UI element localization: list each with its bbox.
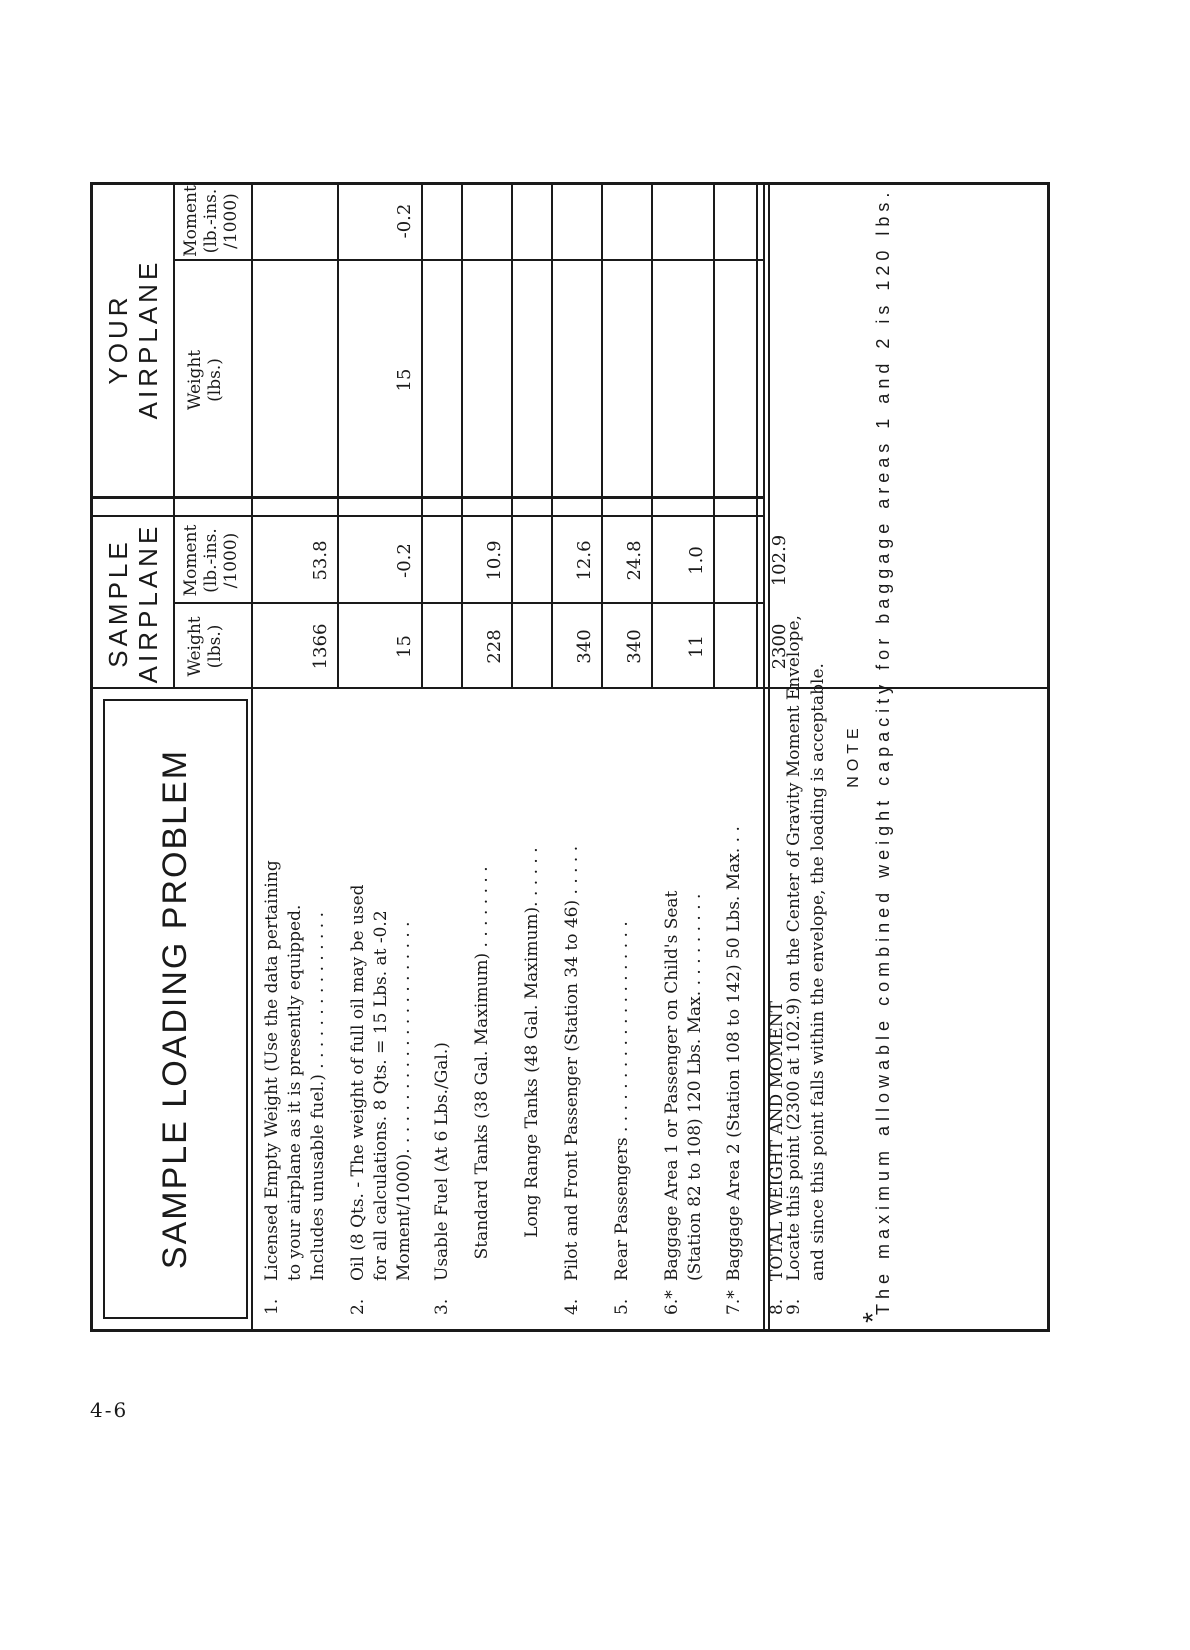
your-weight-cell: [253, 261, 339, 499]
item-9-line2: and since this point falls within the envelope, the loading is acceptable.: [808, 663, 828, 1281]
your-weight-cell: [463, 261, 513, 499]
row-description-line: TOTAL WEIGHT AND MOMENT: [767, 1001, 787, 1281]
page-number: 4-6: [90, 1398, 129, 1422]
note-asterisk: *: [857, 1312, 888, 1323]
sample-moment-unit-2: /1000): [221, 532, 241, 589]
row-description-line: Oil (8 Qts. - The weight of full oil may be used: [348, 884, 368, 1281]
sample-moment-cell: [423, 517, 463, 604]
row-description-line: Pilot and Front Passenger (Station 34 to 46) . . . . .: [562, 845, 582, 1281]
row-description-line: for all calculations. 8 Qts. = 15 Lbs. at -0.2: [371, 910, 391, 1281]
table-body: [253, 182, 790, 1329]
sample-weight-cell: 340: [624, 629, 645, 664]
your-weight-label: Weight: [185, 349, 205, 411]
your-group-line1: YOUR: [103, 293, 133, 385]
sample-moment-unit: (lb.-ins.: [201, 528, 221, 593]
table-row: [463, 182, 513, 1329]
your-weight-header: [185, 261, 225, 499]
item-9-line1: Locate this point (2300 at 102.9) on the Center of Gravity Moment Envelope,: [784, 615, 804, 1281]
row-description-line: Standard Tanks (38 Gal. Maximum) . . . . . . . .: [472, 866, 492, 1281]
row-number: 6.*: [662, 1290, 682, 1315]
sample-airplane-header: [103, 517, 163, 689]
your-moment-cell: -0.2: [394, 203, 415, 239]
table-row: [715, 182, 758, 1329]
your-weight-cell: [423, 261, 463, 499]
row-description-line: Licensed Empty Weight (Use the data pertaining: [262, 860, 282, 1281]
sample-weight-cell: 1366: [310, 623, 331, 670]
table-row: [553, 182, 603, 1329]
row-number: 5.: [612, 1298, 632, 1315]
your-moment-unit: (lb.-ins.: [201, 188, 221, 254]
sample-moment-cell: -0.2: [394, 543, 415, 578]
row-description-line: to your airplane as it is presently equipped.: [285, 904, 305, 1281]
row-description: [661, 701, 707, 1281]
sample-moment-cell: [715, 517, 758, 604]
your-moment-cell: [603, 181, 653, 261]
your-weight-cell: [553, 261, 603, 499]
sample-weight-cell: 2300: [769, 623, 790, 670]
sample-group-line1: SAMPLE: [103, 538, 133, 668]
row-description: [723, 701, 746, 1281]
table-row: [339, 182, 423, 1329]
header-divider: [173, 185, 175, 689]
sample-weight-header: [185, 604, 225, 689]
row-description-line: Baggage Area 2 (Station 108 to 142) 50 Lbs. Max. . .: [724, 826, 744, 1281]
your-moment-cell: [423, 181, 463, 261]
sample-weight-cell: [513, 604, 553, 689]
row-number: 8.: [767, 1298, 787, 1315]
row-number: 3.: [432, 1298, 452, 1315]
row-description: [431, 701, 454, 1281]
row-description-line: Includes unusable fuel.) . . . . . . . . . . . . . . .: [308, 911, 328, 1281]
note-title: NOTE: [845, 723, 862, 788]
table-row: [603, 182, 653, 1329]
your-group-line2: AIRPLANE: [133, 258, 163, 420]
table-row: [513, 182, 553, 1329]
note-text: The maximum allowable combined weight capacity for baggage areas 1 and 2 is 120 lbs.: [873, 187, 893, 1315]
your-weight-cell: [653, 261, 715, 499]
sample-moment-header: [181, 517, 241, 604]
your-moment-unit-2: /1000): [221, 193, 241, 249]
row-description-line: Moment/1000). . . . . . . . . . . . . . . . . . . . . .: [394, 921, 414, 1281]
your-weight-cell: [715, 261, 758, 499]
sample-moment-cell: 102.9: [769, 534, 790, 587]
row-description: [611, 701, 634, 1281]
your-moment-cell: [653, 181, 715, 261]
row-description-line: Long Range Tanks (48 Gal. Maximum). . . . . .: [522, 847, 542, 1281]
sample-weight-cell: [715, 604, 758, 689]
your-moment-label: Moment: [181, 185, 201, 257]
sample-moment-label: Moment: [181, 524, 201, 597]
item-9: [783, 195, 806, 1315]
row-description-line: Usable Fuel (At 6 Lbs./Gal.): [432, 1042, 452, 1281]
sample-weight-cell: [423, 604, 463, 689]
item-9-number: 9.: [784, 1298, 804, 1315]
your-moment-cell: [715, 181, 758, 261]
row-description-line: (Station 82 to 108) 120 Lbs. Max. . . . . . . . . .: [685, 893, 705, 1281]
your-moment-cell: [513, 181, 553, 261]
loading-table: [90, 182, 1050, 1332]
row-description-line: Baggage Area 1 or Passenger on Child's Seat: [662, 890, 682, 1281]
sample-weight-cell: 228: [484, 629, 505, 664]
sample-moment-cell: 53.8: [310, 540, 331, 581]
sample-weight-unit: (lbs.): [205, 624, 225, 669]
row-number: 7.*: [724, 1290, 744, 1315]
table-row: [253, 182, 339, 1329]
row-description: [561, 701, 584, 1281]
your-moment-header: [181, 181, 241, 261]
sample-weight-cell: 340: [574, 629, 595, 664]
row-number: 4.: [562, 1298, 582, 1315]
row-description: [521, 701, 544, 1281]
sample-moment-cell: [513, 517, 553, 604]
sample-weight-label: Weight: [185, 616, 205, 677]
row-description: [261, 701, 330, 1281]
table-row: [653, 182, 715, 1329]
sample-group-line2: AIRPLANE: [133, 522, 163, 684]
your-moment-cell: [253, 181, 339, 261]
your-moment-cell: [463, 181, 513, 261]
your-weight-cell: [513, 261, 553, 499]
sample-moment-cell: 24.8: [624, 540, 645, 581]
sample-moment-cell: 10.9: [484, 540, 505, 581]
your-weight-cell: [603, 261, 653, 499]
your-weight-unit: (lbs.): [205, 358, 225, 402]
your-weight-cell: 15: [394, 368, 415, 392]
sample-moment-cell: 1.0: [686, 546, 707, 575]
row-description-line: Rear Passengers . . . . . . . . . . . . . . . . . . . .: [612, 921, 632, 1281]
sample-moment-cell: 12.6: [574, 540, 595, 581]
row-description: [471, 701, 494, 1281]
table-title: SAMPLE LOADING PROBLEM: [103, 699, 248, 1319]
row-description: [347, 701, 416, 1281]
table-row: [423, 182, 463, 1329]
row-number: 1.: [262, 1298, 282, 1315]
your-moment-cell: [553, 181, 603, 261]
sample-weight-cell: 15: [394, 635, 415, 658]
sample-weight-cell: 11: [686, 635, 707, 658]
your-airplane-header: [103, 179, 163, 499]
row-number: 2.: [348, 1298, 368, 1315]
